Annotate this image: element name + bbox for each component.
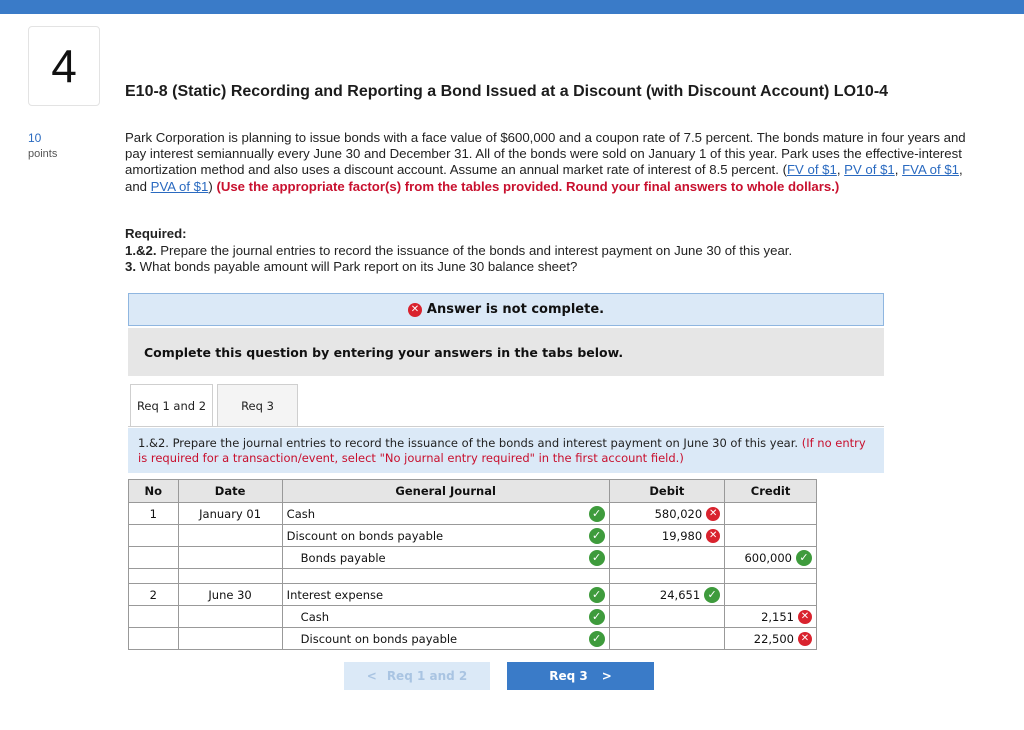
account-name: Discount on bonds payable [286, 528, 444, 543]
credit-cell[interactable] [725, 503, 817, 525]
prev-tab-button[interactable] [344, 662, 490, 690]
chevron-left-icon: < [366, 669, 377, 683]
correct-check-icon: ✓ [589, 550, 605, 566]
empty-cell[interactable] [282, 569, 609, 584]
links-close-paren: ) [208, 178, 213, 194]
debit-value: 580,020 [654, 506, 703, 521]
req1-number: 1.&2. [125, 242, 157, 258]
req3-number: 3. [125, 259, 136, 274]
date-cell[interactable] [178, 628, 282, 650]
points-value: 10 [28, 131, 42, 145]
account-cell[interactable] [282, 525, 609, 547]
error-x-icon: ✕ [706, 507, 720, 521]
link-separator: , [836, 162, 845, 178]
debit-cell[interactable] [609, 503, 725, 525]
account-name: Cash [300, 609, 330, 624]
header-credit: Credit [725, 480, 817, 503]
account-name: Discount on bonds payable [300, 631, 458, 646]
table-row [129, 628, 817, 650]
table-row [129, 584, 817, 606]
account-name: Cash [286, 506, 316, 521]
entry-no-cell[interactable] [129, 525, 179, 547]
account-cell[interactable] [282, 628, 609, 650]
question-title: E10-8 (Static) Recording and Reporting a Bond Issued at a Discount (with Discount Account) LO10-4 [125, 83, 889, 100]
date-cell[interactable]: June 30 [178, 584, 282, 606]
req1-text: Prepare the journal entries to record the issuance of the bonds and interest payment on June 30 of this year. [160, 242, 793, 258]
top-accent-bar [0, 0, 1024, 14]
entry-no-cell[interactable] [129, 547, 179, 569]
next-tab-button[interactable] [507, 662, 654, 690]
rounding-instruction: (Use the appropriate factor(s) from the tables provided. Round your final answers to whole dollars.) [216, 178, 840, 194]
error-x-icon: ✕ [798, 610, 812, 624]
entry-no-cell[interactable]: 1 [129, 503, 179, 525]
tab-divider [128, 426, 884, 427]
correct-check-icon: ✓ [589, 528, 605, 544]
tabs-instruction [128, 328, 884, 376]
error-x-icon: ✕ [798, 632, 812, 646]
credit-value: 600,000 [744, 550, 792, 565]
account-name: Bonds payable [300, 550, 386, 565]
header-date: Date [178, 480, 282, 503]
prev-tab-label: Req 1 and 2 [386, 669, 468, 683]
pv-table-link[interactable]: PV of $1 [844, 162, 895, 178]
journal-prompt-note: (If no entry is required for a transaction/event, select "No journal entry required" in the first account field.) [138, 436, 866, 465]
credit-value: 22,500 [753, 631, 794, 646]
links-open-paren: ( [782, 162, 787, 178]
table-row [129, 525, 817, 547]
chevron-right-icon: > [601, 669, 612, 683]
answer-status-banner [128, 293, 884, 326]
tab-req-3[interactable]: Req 3 [217, 384, 298, 426]
journal-prompt [128, 428, 884, 473]
entry-no-cell[interactable]: 2 [129, 584, 179, 606]
date-cell[interactable] [178, 547, 282, 569]
debit-cell[interactable] [609, 547, 725, 569]
fva-table-link[interactable]: FVA of $1 [902, 162, 960, 178]
points-label: points [28, 148, 58, 160]
date-cell[interactable]: January 01 [178, 503, 282, 525]
next-tab-label: Req 3 [549, 669, 588, 683]
date-cell[interactable] [178, 606, 282, 628]
required-heading: Required: [125, 226, 187, 241]
header-general-journal: General Journal [282, 480, 609, 503]
correct-check-icon: ✓ [589, 587, 605, 603]
account-cell[interactable] [282, 547, 609, 569]
correct-check-icon: ✓ [704, 587, 720, 603]
question-body [125, 130, 975, 195]
empty-cell[interactable] [725, 569, 817, 584]
question-paragraph: Park Corporation is planning to issue bonds with a face value of $600,000 and a coupon rate of 7.5 percent. The bonds mature in four years and pay interest semiannually every June 30 and December 31. All of the bonds were sold on January 1 of this year. Park uses the effective-interest amortization method and also uses a discount account. Assume an annual market rate of interest of 8.5 percent. [125, 130, 966, 178]
table-row [129, 547, 817, 569]
empty-cell[interactable] [129, 569, 179, 584]
table-row [129, 503, 817, 525]
correct-check-icon: ✓ [796, 550, 812, 566]
header-no: No [129, 480, 179, 503]
empty-cell[interactable] [178, 569, 282, 584]
debit-cell[interactable] [609, 584, 725, 606]
correct-check-icon: ✓ [589, 506, 605, 522]
header-debit: Debit [609, 480, 725, 503]
account-cell[interactable] [282, 584, 609, 606]
empty-cell[interactable] [609, 569, 725, 584]
link-separator: , [894, 162, 903, 178]
journal-table [128, 479, 817, 650]
required-section [125, 226, 975, 276]
journal-header-row [129, 480, 817, 503]
account-cell[interactable] [282, 503, 609, 525]
link-separator: , and [125, 162, 963, 194]
credit-cell[interactable] [725, 547, 817, 569]
credit-cell[interactable] [725, 606, 817, 628]
error-x-icon: ✕ [408, 303, 422, 317]
question-number: 4 [28, 26, 100, 106]
tabs-instruction-text: Complete this question by entering your answers in the tabs below. [144, 344, 624, 360]
credit-cell[interactable] [725, 525, 817, 547]
table-row [129, 606, 817, 628]
debit-cell[interactable] [609, 628, 725, 650]
tab-req-1-and-2[interactable]: Req 1 and 2 [130, 384, 213, 426]
req3-text: What bonds payable amount will Park report on its June 30 balance sheet? [139, 259, 578, 274]
account-name: Interest expense [286, 587, 384, 602]
debit-value: 19,980 [661, 528, 703, 543]
account-cell[interactable] [282, 606, 609, 628]
correct-check-icon: ✓ [589, 609, 605, 625]
credit-cell[interactable] [725, 628, 817, 650]
error-x-icon: ✕ [706, 529, 720, 543]
entry-no-cell[interactable] [129, 628, 179, 650]
debit-cell[interactable] [609, 606, 725, 628]
correct-check-icon: ✓ [589, 631, 605, 647]
credit-value: 2,151 [761, 609, 794, 624]
debit-value: 24,651 [659, 587, 701, 602]
fv-table-link[interactable]: FV of $1 [786, 162, 837, 178]
date-cell[interactable] [178, 525, 282, 547]
debit-cell[interactable] [609, 525, 725, 547]
journal-prompt-text: 1.&2. Prepare the journal entries to record the issuance of the bonds and interest payment on June 30 of this year. [138, 436, 799, 450]
entry-no-cell[interactable] [129, 606, 179, 628]
answer-status-text: Answer is not complete. [426, 302, 605, 317]
table-row-empty [129, 569, 817, 584]
pva-table-link[interactable]: PVA of $1 [150, 178, 209, 194]
credit-cell[interactable] [725, 584, 817, 606]
